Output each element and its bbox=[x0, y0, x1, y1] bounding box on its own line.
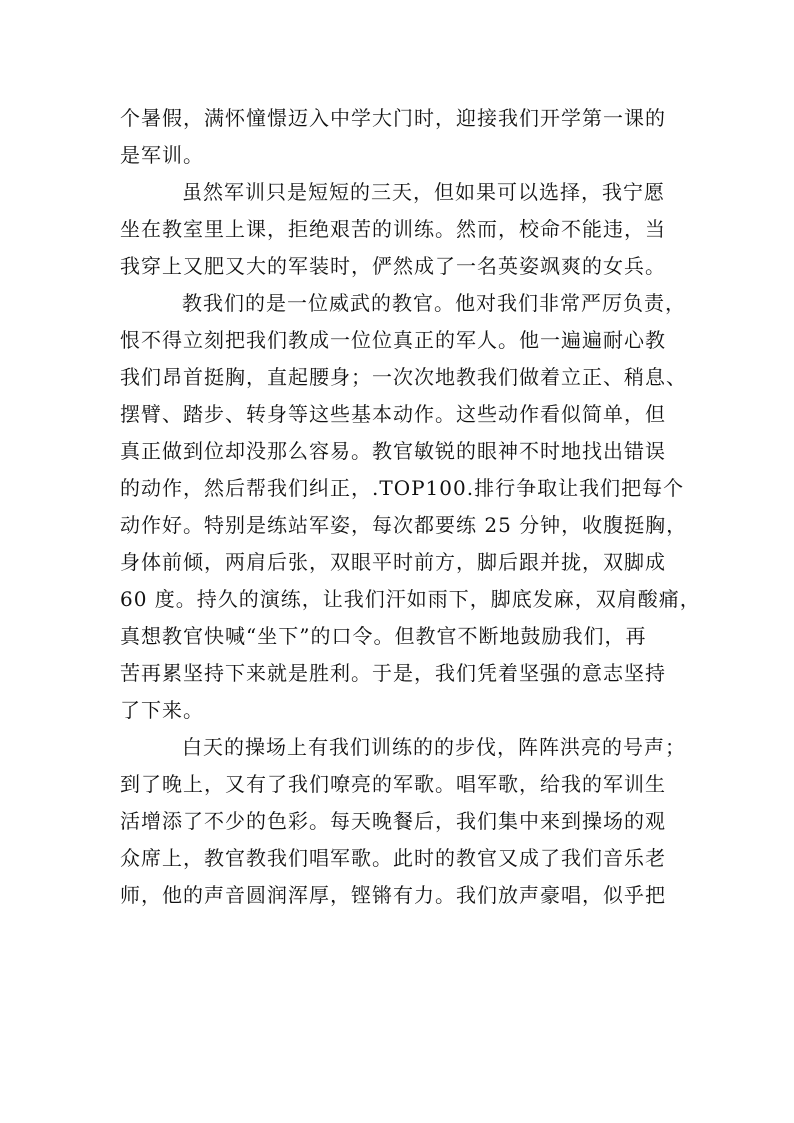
text-line: 我穿上又肥又大的军装时，俨然成了一名英姿飒爽的女兵。 bbox=[120, 254, 666, 278]
text-line: 师，他的声音圆润浑厚，铿锵有力。我们放声豪唱，似乎把 bbox=[120, 883, 666, 907]
text-line: 动作好。特别是练站军姿，每次都要练 25 分钟，收腹挺胸， bbox=[120, 513, 688, 537]
text-line: 坐在教室里上课，拒绝艰苦的训练。然而，校命不能违，当 bbox=[120, 217, 666, 241]
text-line: 我们昂首挺胸，直起腰身；一次次地教我们做着立正、稍息、 bbox=[120, 365, 687, 389]
text-line: 的动作，然后帮我们纠正，.TOP100.排行争取让我们把每个 bbox=[120, 476, 685, 500]
document-body bbox=[120, 100, 701, 914]
paragraph-start: 教我们的是一位威武的教官。他对我们非常严厉负责， bbox=[182, 291, 686, 315]
text-line: 到了晚上，又有了我们嘹亮的军歌。唱军歌，给我的军训生 bbox=[120, 772, 666, 796]
text-line: 是军训。 bbox=[120, 143, 204, 167]
paragraph-start: 虽然军训只是短短的三天，但如果可以选择，我宁愿 bbox=[182, 180, 665, 204]
text-line: 摆臂、踏步、转身等这些基本动作。这些动作看似简单，但 bbox=[120, 402, 666, 426]
text-line: 苦再累坚持下来就是胜利。于是，我们凭着坚强的意志坚持 bbox=[120, 661, 666, 685]
text-line: 身体前倾，两肩后张，双眼平时前方，脚后跟并拢，双脚成 bbox=[120, 550, 666, 574]
text-line: 真想教官快喊“坐下”的口令。但教官不断地鼓励我们，再 bbox=[120, 624, 647, 648]
text-line: 了下来。 bbox=[120, 698, 204, 722]
paragraph-start: 白天的操场上有我们训练的的步伐，阵阵洪亮的号声； bbox=[182, 735, 686, 759]
text-line: 众席上，教官教我们唱军歌。此时的教官又成了我们音乐老 bbox=[120, 846, 666, 870]
text-line: 恨不得立刻把我们教成一位位真正的军人。他一遍遍耐心教 bbox=[120, 328, 666, 352]
text-line: 个暑假，满怀憧憬迈入中学大门时，迎接我们开学第一课的 bbox=[120, 106, 666, 130]
text-line: 活增添了不少的色彩。每天晚餐后，我们集中来到操场的观 bbox=[120, 809, 666, 833]
text-line: 真正做到位却没那么容易。教官敏锐的眼神不时地找出错误 bbox=[120, 439, 666, 463]
text-line: 60 度。持久的演练，让我们汗如雨下，脚底发麻，双肩酸痛， bbox=[120, 587, 701, 611]
